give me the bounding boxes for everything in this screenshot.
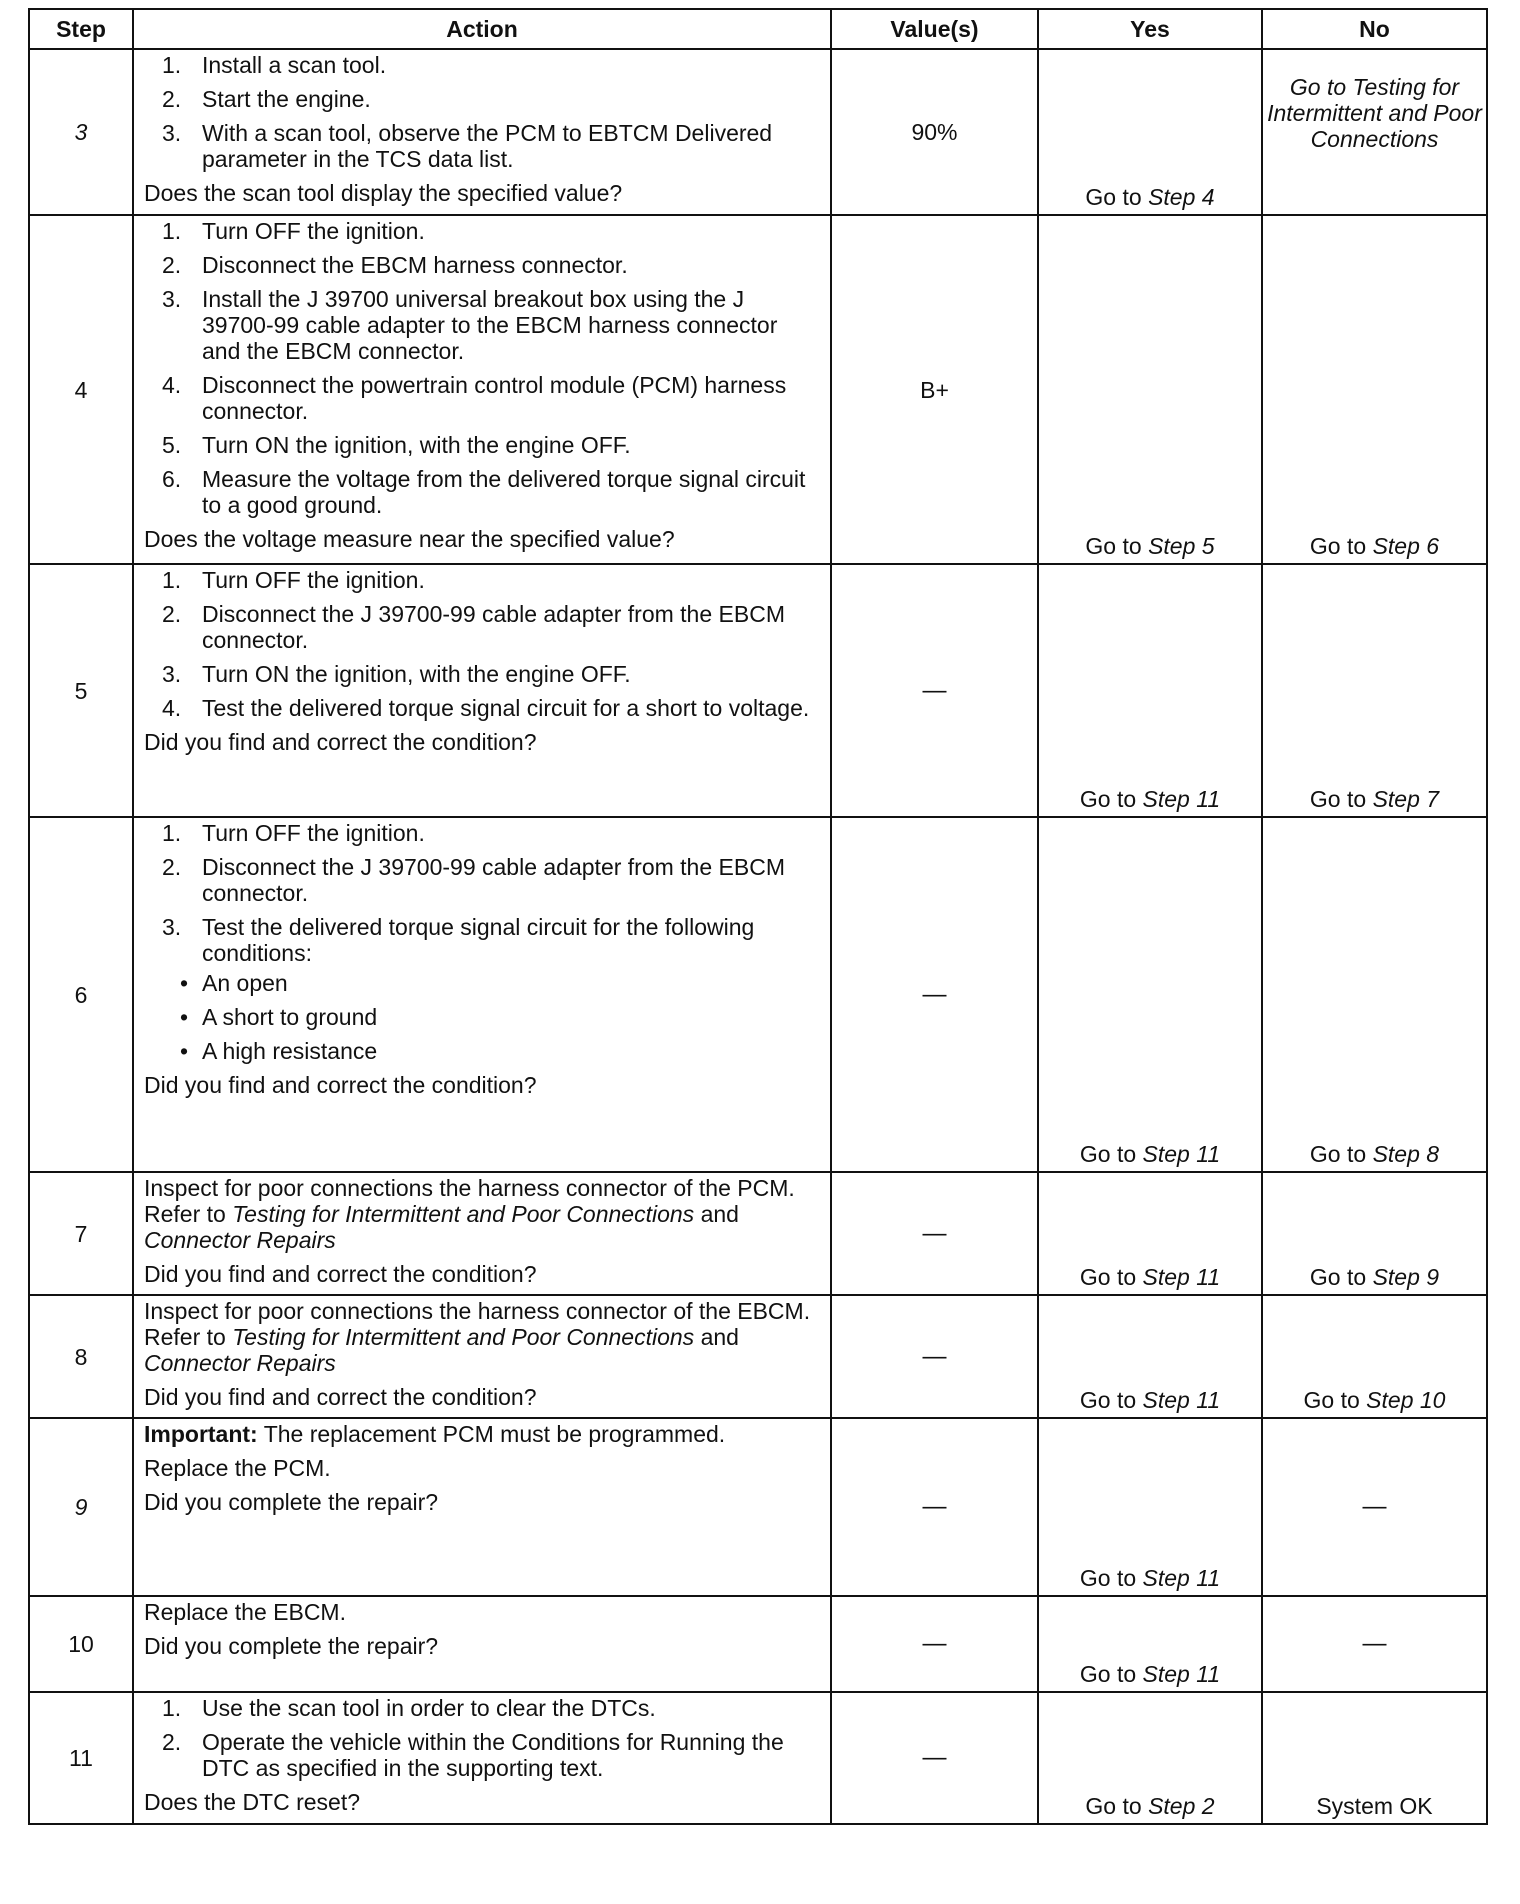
list-item: 2. Operate the vehicle within the Conditions for Running the DTC as specified in the supporting text. <box>162 1729 784 1781</box>
step-number: 6 <box>29 817 133 1172</box>
value-cell: — <box>831 1596 1038 1692</box>
step-number: 10 <box>29 1596 133 1692</box>
list-item: 1. Turn OFF the ignition. <box>162 218 425 244</box>
question: Did you find and correct the condition? <box>144 1261 537 1287</box>
list-item: 3. With a scan tool, observe the PCM to EBTCM Delivered parameter in the TCS data list. <box>162 120 773 172</box>
no-cell: Go to Step 9 <box>1262 1172 1487 1295</box>
value-cell: — <box>831 1295 1038 1418</box>
table-row-step-3 <box>29 49 1487 215</box>
no-cell: Go to Step 10 <box>1262 1295 1487 1418</box>
list-item: 1. Use the scan tool in order to clear the DTCs. <box>162 1695 656 1721</box>
action-cell <box>133 1295 831 1418</box>
table-row-step-6 <box>29 817 1487 1172</box>
important-note: Important: The replacement PCM must be programmed. <box>144 1421 726 1447</box>
list-item: 1. Install a scan tool. <box>162 52 387 78</box>
table-row-step-9 <box>29 1418 1487 1596</box>
question: Does the DTC reset? <box>144 1789 361 1815</box>
question: Did you find and correct the condition? <box>144 1072 537 1098</box>
list-item: 3. Test the delivered torque signal circuit for the following conditions: • An open • A short to ground • A high resistance <box>144 914 822 1064</box>
list-item: 2. Disconnect the J 39700-99 cable adapter from the EBCM connector. <box>162 854 785 906</box>
table-row-step-10 <box>29 1596 1487 1692</box>
yes-cell: Go to Step 11 <box>1038 564 1262 817</box>
question: Does the voltage measure near the specified value? <box>144 526 675 552</box>
no-cell: — <box>1262 1418 1487 1596</box>
table-row-step-8 <box>29 1295 1487 1418</box>
instruction-text: Replace the EBCM. <box>144 1599 346 1625</box>
header-values: Value(s) <box>831 9 1038 49</box>
yes-cell: Go to Step 11 <box>1038 1295 1262 1418</box>
step-number: 8 <box>29 1295 133 1418</box>
value-cell: B+ <box>831 215 1038 564</box>
instruction-text: Inspect for poor connections the harness connector of the PCM. Refer to Testing for Intermittent and Poor Connections and Connector Repairs <box>144 1175 795 1253</box>
table-row-step-4 <box>29 215 1487 564</box>
diagnostic-table <box>28 8 1488 1825</box>
no-cell: — <box>1262 1596 1487 1692</box>
step-number: 3 <box>29 49 133 215</box>
instruction-text: Replace the PCM. <box>144 1455 331 1481</box>
instruction-text: Inspect for poor connections the harness connector of the EBCM. Refer to Testing for Intermittent and Poor Connections and Connector Repairs <box>144 1298 811 1376</box>
action-cell <box>133 1418 831 1596</box>
table-row-step-5 <box>29 564 1487 817</box>
question: Did you find and correct the condition? <box>144 1384 537 1410</box>
question: Did you find and correct the condition? <box>144 729 537 755</box>
step-number: 9 <box>29 1418 133 1596</box>
value-cell: — <box>831 1172 1038 1295</box>
question: Did you complete the repair? <box>144 1489 439 1515</box>
list-item: 2. Disconnect the J 39700-99 cable adapter from the EBCM connector. <box>162 601 785 653</box>
bullet-item: • A short to ground <box>144 1004 822 1030</box>
action-cell <box>133 564 831 817</box>
list-item: 2. Start the engine. <box>162 86 371 112</box>
bullet-item: • An open <box>144 970 822 996</box>
header-row <box>29 9 1487 49</box>
no-cell: Go to Step 6 <box>1262 215 1487 564</box>
question: Did you complete the repair? <box>144 1633 439 1659</box>
yes-cell: Go to Step 11 <box>1038 1418 1262 1596</box>
header-action: Action <box>133 9 831 49</box>
list-item: 2. Disconnect the EBCM harness connector. <box>162 252 628 278</box>
bullet-item: • A high resistance <box>144 1038 822 1064</box>
step-number: 5 <box>29 564 133 817</box>
no-cell: Go to Step 8 <box>1262 817 1487 1172</box>
list-item: 1. Turn OFF the ignition. <box>162 820 425 846</box>
value-cell: — <box>831 1418 1038 1596</box>
list-item: 4. Disconnect the powertrain control module (PCM) harness connector. <box>162 372 787 424</box>
step-number: 7 <box>29 1172 133 1295</box>
table-row-step-7 <box>29 1172 1487 1295</box>
yes-cell: Go to Step 11 <box>1038 817 1262 1172</box>
action-cell <box>133 49 831 215</box>
action-cell <box>133 1692 831 1824</box>
diagnostic-table-page <box>28 8 1486 1825</box>
table-row-step-11 <box>29 1692 1487 1824</box>
value-cell: — <box>831 1692 1038 1824</box>
yes-cell: Go to Step 4 <box>1038 49 1262 215</box>
action-cell <box>133 1596 831 1692</box>
no-cell: Go to Step 7 <box>1262 564 1487 817</box>
header-step: Step <box>29 9 133 49</box>
step-number: 11 <box>29 1692 133 1824</box>
action-cell <box>133 817 831 1172</box>
list-item: 5. Turn ON the ignition, with the engine OFF. <box>162 432 631 458</box>
action-cell <box>133 1172 831 1295</box>
list-item: 6. Measure the voltage from the delivered torque signal circuit to a good ground. <box>162 466 806 518</box>
value-cell: — <box>831 564 1038 817</box>
value-cell: 90% <box>831 49 1038 215</box>
question: Does the scan tool display the specified value? <box>144 180 623 206</box>
list-item: 4. Test the delivered torque signal circuit for a short to voltage. <box>162 695 810 721</box>
list-item: 1. Turn OFF the ignition. <box>162 567 425 593</box>
yes-cell: Go to Step 2 <box>1038 1692 1262 1824</box>
header-yes: Yes <box>1038 9 1262 49</box>
yes-cell: Go to Step 11 <box>1038 1596 1262 1692</box>
list-item: 3. Turn ON the ignition, with the engine OFF. <box>162 661 631 687</box>
action-cell <box>133 215 831 564</box>
no-cell: Go to Testing for Intermittent and Poor Connections <box>1262 49 1487 215</box>
value-cell: — <box>831 817 1038 1172</box>
list-item: 3. Install the J 39700 universal breakout box using the J 39700-99 cable adapter to the EBCM harness connector and the EBCM connector. <box>162 286 778 364</box>
step-number: 4 <box>29 215 133 564</box>
yes-cell: Go to Step 11 <box>1038 1172 1262 1295</box>
no-cell: System OK <box>1262 1692 1487 1824</box>
yes-cell: Go to Step 5 <box>1038 215 1262 564</box>
header-no: No <box>1262 9 1487 49</box>
